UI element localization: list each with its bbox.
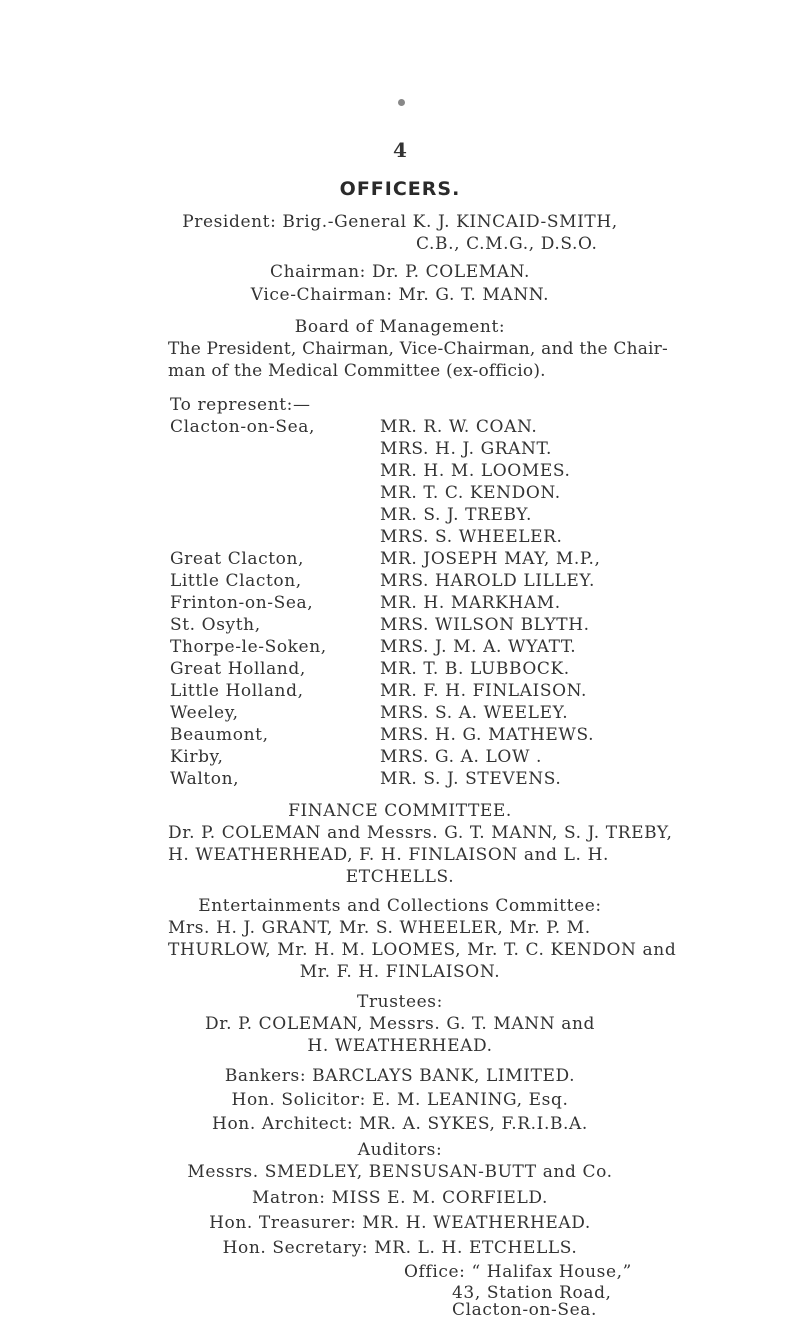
representative-name: MRS. HAROLD LILLEY. xyxy=(380,571,596,591)
architect-line: Hon. Architect: MR. A. SYKES, F.R.I.B.A. xyxy=(212,1114,588,1134)
entertainments-text-line-2: THURLOW, Mr. H. M. LOOMES, Mr. T. C. KENDON and xyxy=(168,940,677,960)
auditors-line: Messrs. SMEDLEY, BENSUSAN-BUTT and Co. xyxy=(187,1162,613,1182)
office-line-3: Clacton-on-Sea. xyxy=(452,1300,598,1320)
representative-name: MRS. S. WHEELER. xyxy=(380,527,563,547)
representative-place: Great Clacton, xyxy=(170,549,305,569)
representative-name: MR. F. H. FINLAISON. xyxy=(380,681,588,701)
representative-name: MR. JOSEPH MAY, M.P., xyxy=(380,549,601,569)
president-line-2: C.B., C.M.G., D.S.O. xyxy=(416,234,598,254)
representative-name: MR. S. J. TREBY. xyxy=(380,505,532,525)
representative-name: MRS. G. A. LOW . xyxy=(380,747,543,767)
office-line-1: Office: “ Halifax House,” xyxy=(404,1262,632,1282)
representative-name: MRS. H. G. MATHEWS. xyxy=(380,725,595,745)
representative-name: MR. R. W. COAN. xyxy=(380,417,538,437)
representative-place: Little Holland, xyxy=(170,681,304,701)
entertainments-text-line-3: Mr. F. H. FINLAISON. xyxy=(299,962,501,982)
representative-name: MR. H. M. LOOMES. xyxy=(380,461,571,481)
trustees-text-line-1: Dr. P. COLEMAN, Messrs. G. T. MANN and xyxy=(204,1014,596,1034)
representative-name: MRS. WILSON BLYTH. xyxy=(380,615,590,635)
treasurer-line: Hon. Treasurer: MR. H. WEATHERHEAD. xyxy=(209,1213,591,1233)
trustees-text-line-2: H. WEATHERHEAD. xyxy=(307,1036,493,1056)
representative-place: St. Osyth, xyxy=(170,615,261,635)
representative-place: Weeley, xyxy=(170,703,239,723)
representative-name: MR. S. J. STEVENS. xyxy=(380,769,562,789)
representative-name: MRS. H. J. GRANT. xyxy=(380,439,552,459)
representative-name: MR. T. C. KENDON. xyxy=(380,483,561,503)
page-title: OFFICERS. xyxy=(339,178,461,200)
representative-place: Clacton-on-Sea, xyxy=(170,417,316,437)
matron-line: Matron: MISS E. M. CORFIELD. xyxy=(252,1188,548,1208)
chairman-line: Chairman: Dr. P. COLEMAN. xyxy=(269,262,530,282)
representative-name: MRS. J. M. A. WYATT. xyxy=(380,637,577,657)
finance-text-line-3: ETCHELLS. xyxy=(345,867,455,887)
office-line-2: 43, Station Road, xyxy=(452,1283,612,1303)
representative-place: Little Clacton, xyxy=(170,571,302,591)
represent-label: To represent:— xyxy=(170,395,311,415)
vice-chairman-line: Vice-Chairman: Mr. G. T. MANN. xyxy=(250,285,550,305)
representative-place: Kirby, xyxy=(170,747,224,767)
president-line-1: President: Brig.-General K. J. KINCAID-SMITH, xyxy=(182,212,618,232)
representative-name: MR. H. MARKHAM. xyxy=(380,593,561,613)
representative-name: MRS. S. A. WEELEY. xyxy=(380,703,569,723)
representative-place: Frinton-on-Sea, xyxy=(170,593,314,613)
representative-name: MR. T. B. LUBBOCK. xyxy=(380,659,570,679)
board-text-line-2: man of the Medical Committee (ex-officio). xyxy=(168,361,546,381)
representative-place: Thorpe-le-Soken, xyxy=(170,637,327,657)
representative-place: Walton, xyxy=(170,769,240,789)
finance-heading: FINANCE COMMITTEE. xyxy=(288,801,512,821)
entertainments-heading: Entertainments and Collections Committee: xyxy=(198,896,602,916)
representative-place: Beaumont, xyxy=(170,725,269,745)
page-number: 4 xyxy=(393,138,407,162)
bankers-line: Bankers: BARCLAYS BANK, LIMITED. xyxy=(224,1066,576,1086)
finance-text-line-1: Dr. P. COLEMAN and Messrs. G. T. MANN, S. J. TREBY, xyxy=(168,823,673,843)
auditors-heading: Auditors: xyxy=(357,1140,443,1160)
finance-text-line-2: H. WEATHERHEAD, F. H. FINLAISON and L. H. xyxy=(168,845,609,865)
board-heading: Board of Management: xyxy=(294,317,506,337)
board-text-line-1: The President, Chairman, Vice-Chairman, and the Chair- xyxy=(168,339,668,359)
entertainments-text-line-1: Mrs. H. J. GRANT, Mr. S. WHEELER, Mr. P. M. xyxy=(168,918,591,938)
solicitor-line: Hon. Solicitor: E. M. LEANING, Esq. xyxy=(231,1090,569,1110)
trustees-heading: Trustees: xyxy=(357,992,443,1012)
representative-place: Great Holland, xyxy=(170,659,306,679)
ink-dot xyxy=(398,99,405,106)
secretary-line: Hon. Secretary: MR. L. H. ETCHELLS. xyxy=(222,1238,578,1258)
